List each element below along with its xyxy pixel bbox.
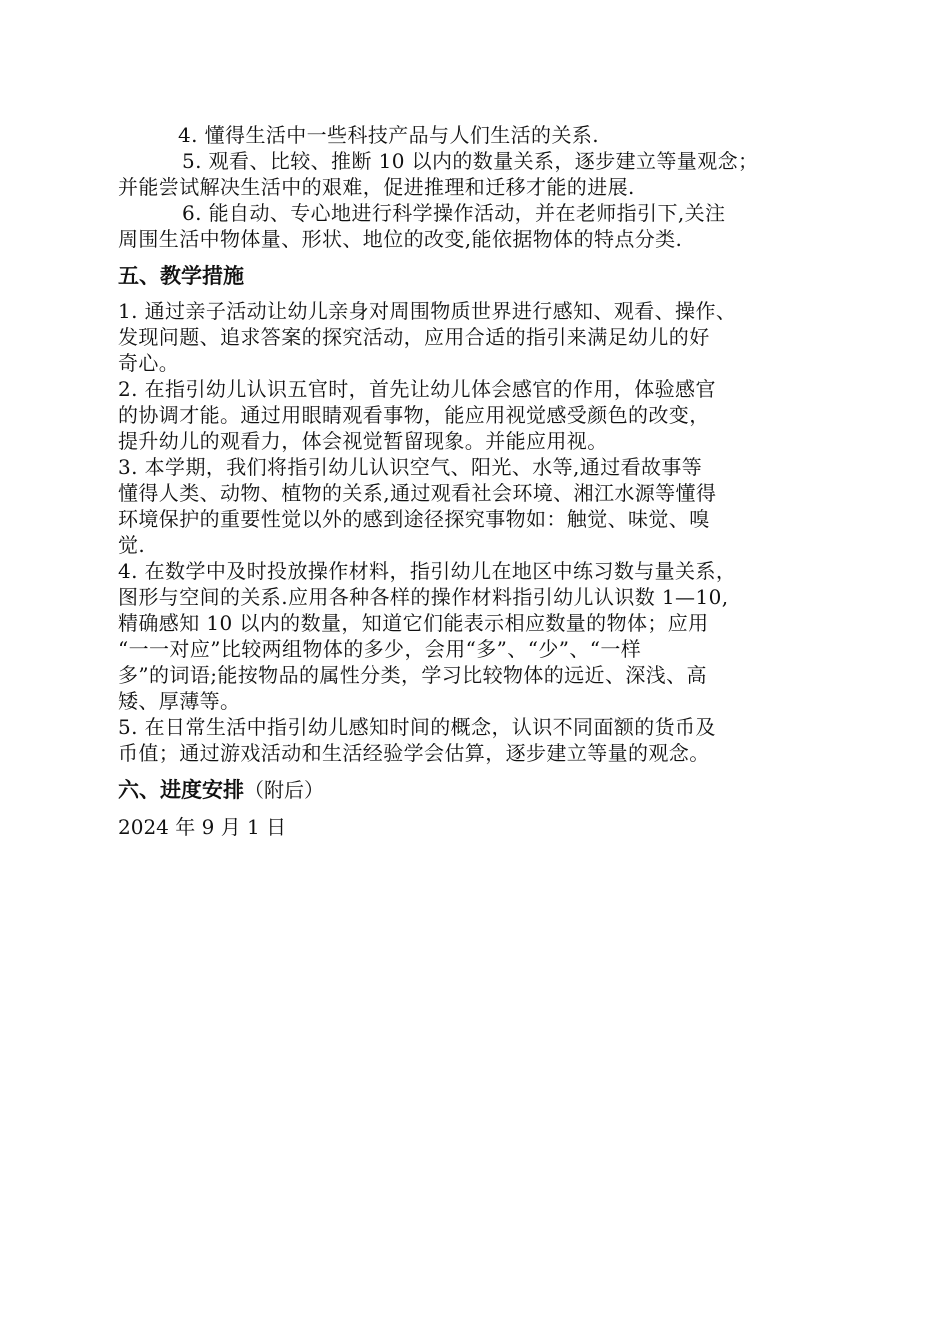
- document-date: 2024 年 9 月 1 日: [118, 815, 287, 839]
- measure-5-line-2: 币值；通过游戏活动和生活经验学会估算，逐步建立等量的观念。: [118, 741, 710, 765]
- goal-5-line-2: 并能尝试解决生活中的艰难，促进推理和迁移才能的进展.: [118, 175, 635, 199]
- measure-4-line-5: 多”的词语;能按物品的属性分类，学习比较物体的远近、深浅、高: [118, 663, 707, 687]
- measure-4-line-4: “一一对应”比较两组物体的多少，会用“多”、“少”、“一样: [118, 637, 642, 661]
- section-6-note: （附后）: [244, 778, 324, 802]
- measure-3-line-4: 觉.: [118, 533, 146, 557]
- section-6-title: 六、进度安排: [118, 778, 244, 802]
- measure-item-4: [118, 558, 838, 714]
- section-6-heading: [118, 776, 838, 804]
- goal-item-5: [118, 148, 838, 200]
- measure-item-3: [118, 454, 838, 558]
- measure-3-line-3: 环境保护的重要性觉以外的感到途径探究事物如：触觉、味觉、嗅: [118, 507, 710, 531]
- measure-item-1: [118, 298, 838, 376]
- measure-5-line-1: 5. 在日常生活中指引幼儿感知时间的概念，认识不同面额的货币及: [118, 715, 716, 739]
- goal-6-line-1: 6. 能自动、专心地进行科学操作活动，并在老师指引下,关注: [182, 201, 726, 225]
- goal-item-4: [118, 122, 838, 148]
- measure-3-line-1: 3. 本学期，我们将指引幼儿认识空气、阳光、水等,通过看故事等: [118, 455, 703, 479]
- measure-1-line-1: 1. 通过亲子活动让幼儿亲身对周围物质世界进行感知、观看、操作、: [118, 299, 737, 323]
- goal-6-line-2: 周围生活中物体量、形状、地位的改变,能依据物体的特点分类.: [118, 227, 683, 251]
- goal-4-line-1: 4. 懂得生活中一些科技产品与人们生活的关系.: [178, 123, 599, 147]
- measure-4-line-6: 矮、厚薄等。: [118, 689, 241, 713]
- measure-2-line-1: 2. 在指引幼儿认识五官时，首先让幼儿体会感官的作用，体验感官: [118, 377, 716, 401]
- measure-item-2: [118, 376, 838, 454]
- measure-3-line-2: 懂得人类、动物、植物的关系,通过观看社会环境、湘江水源等懂得: [118, 481, 717, 505]
- section-5-heading: 五、教学措施: [118, 264, 244, 288]
- measure-1-line-2: 发现问题、追求答案的探究活动，应用合适的指引来满足幼儿的好: [118, 325, 710, 349]
- goal-item-6: [118, 200, 838, 252]
- document-page: [118, 122, 838, 840]
- measure-item-5: [118, 714, 838, 766]
- measure-2-line-2: 的协调才能。通过用眼睛观看事物，能应用视觉感受颜色的改变，: [118, 403, 710, 427]
- measure-4-line-1: 4. 在数学中及时投放操作材料，指引幼儿在地区中练习数与量关系，: [118, 559, 737, 583]
- measure-4-line-2: 图形与空间的关系.应用各种各样的操作材料指引幼儿认识数 1—10,: [118, 585, 729, 609]
- measure-1-line-3: 奇心。: [118, 351, 180, 375]
- measure-2-line-3: 提升幼儿的观看力，体会视觉暂留现象。并能应用视。: [118, 429, 608, 453]
- goal-5-line-1: 5. 观看、比较、推断 10 以内的数量关系，逐步建立等量观念；: [182, 149, 759, 173]
- measure-4-line-3: 精确感知 10 以内的数量，知道它们能表示相应数量的物体；应用: [118, 611, 709, 635]
